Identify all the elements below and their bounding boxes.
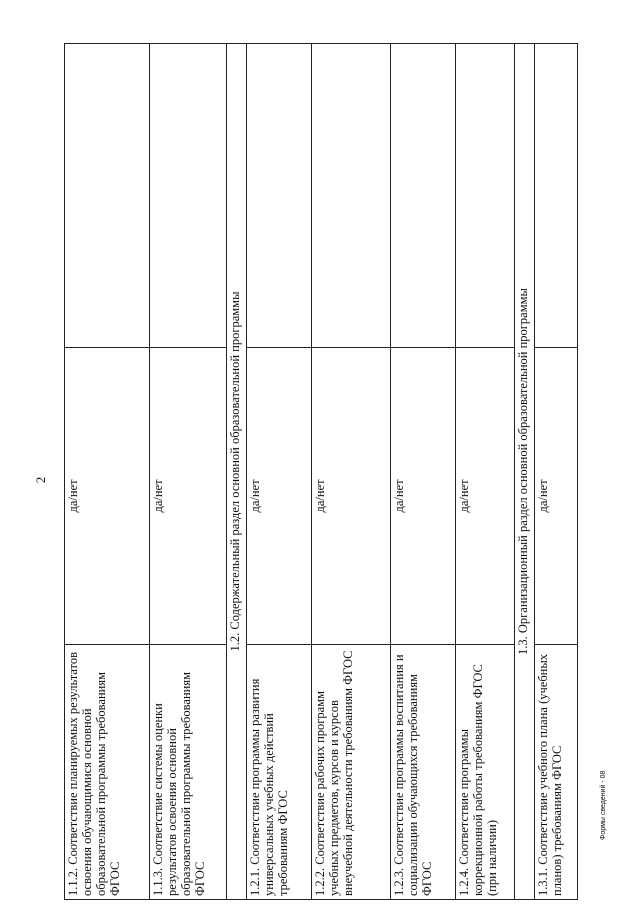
value-cell: да/нет [150,348,227,645]
section-row [227,44,247,900]
criterion-cell: 1.3.1. Соответствие учебного плана (учебных планов) требованиям ФГОС [535,645,578,900]
criterion-cell: 1.2.1. Соответствие программы развития универсальных учебных действий требованиям ФГОС [247,645,312,900]
table-row [391,44,456,900]
criteria-table [64,43,578,900]
page-number: 2 [33,476,48,484]
empty-cell [391,44,456,348]
criterion-cell: 1.1.3. Соответствие системы оценки результатов освоения основной образовательной программы требованиям ФГОС [150,645,227,900]
value-cell: да/нет [312,348,391,645]
footer-text: Формы сведений - 08 [600,770,607,840]
value-cell: да/нет [391,348,456,645]
value-cell: да/нет [65,348,150,645]
criterion-cell: 1.2.4. Соответствие программы коррекционной работы требованиям ФГОС (при наличии) [456,645,515,900]
empty-cell [247,44,312,348]
empty-cell [312,44,391,348]
table-row [456,44,515,900]
section-title: 1.3. Организационный раздел основной образовательной программы [515,44,535,900]
value-cell: да/нет [456,348,515,645]
criteria-table-container [64,65,574,900]
table-row [247,44,312,900]
criterion-cell: 1.2.3. Соответствие программы воспитания и социализации обучающихся требованиям ФГОС [391,645,456,900]
criterion-cell: 1.2.2. Соответствие рабочих программ учебных предметов, курсов и курсов внеучебной деятельности требованиям ФГОС [312,645,391,900]
table-row [312,44,391,900]
criterion-cell: 1.1.2. Соответствие планируемых результатов освоения обучающимися основной образовательной программы требованиям ФГОС [65,645,150,900]
section-title: 1.2. Содержательный раздел основной образовательной программы [227,44,247,900]
table-row [150,44,227,900]
value-cell: да/нет [535,348,578,645]
table-row [535,44,578,900]
empty-cell [456,44,515,348]
empty-cell [65,44,150,348]
empty-cell [150,44,227,348]
empty-cell [535,44,578,348]
table-row [65,44,150,900]
value-cell: да/нет [247,348,312,645]
section-row [515,44,535,900]
